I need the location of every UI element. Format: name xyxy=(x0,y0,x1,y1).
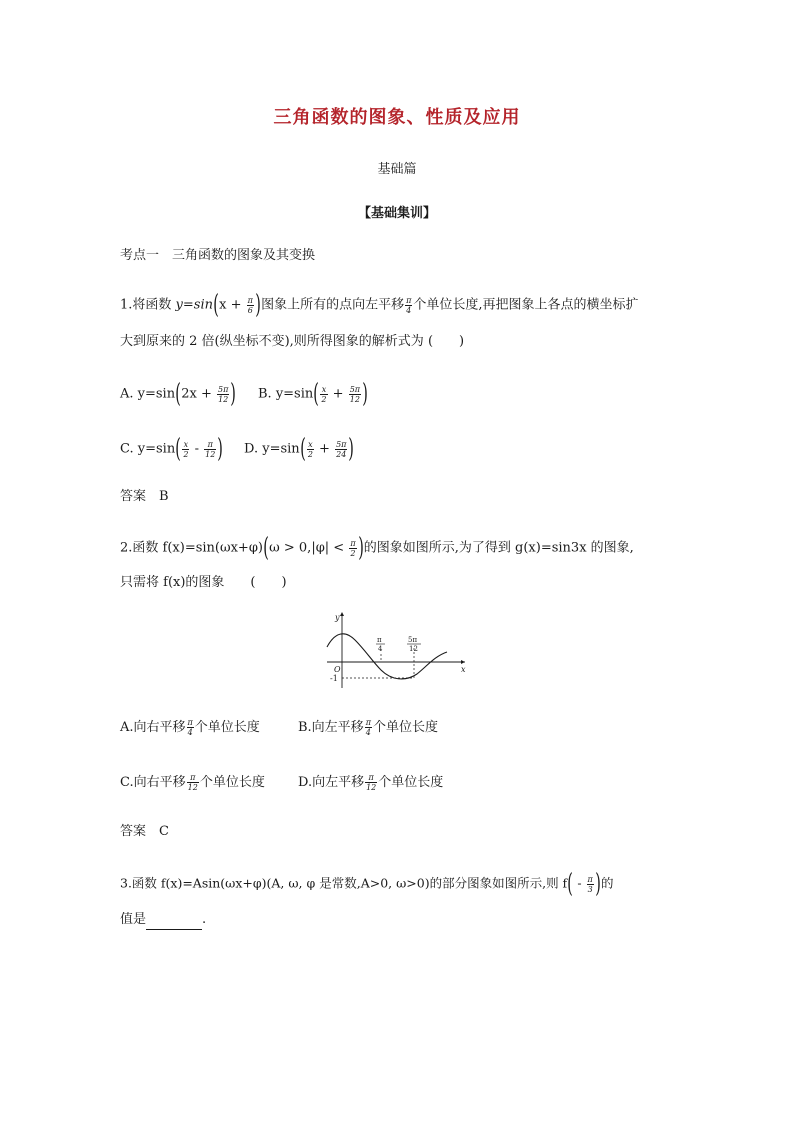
q2-answer: 答案 C xyxy=(120,824,169,839)
answer-blank[interactable] xyxy=(146,915,202,930)
subtitle: 基础篇 xyxy=(377,162,417,177)
q1-option-b: B. y=sin( $\frac{x}{2}$ + $\frac{5\pi}{12}$ ) xyxy=(258,379,368,409)
y-axis-arrow xyxy=(340,612,344,616)
paren-close: ) xyxy=(255,290,261,320)
q1-answer: 答案 B xyxy=(120,489,169,504)
q1-line1 xyxy=(120,292,639,318)
q2-option-c: C.向右平移 $\frac{\pi}{12}$ 个单位长度 xyxy=(120,773,265,792)
q2-option-a: A.向右平移 $\frac{\pi}{4}$ 个单位长度 xyxy=(120,718,260,737)
pi4-numerator: π xyxy=(377,636,382,644)
sine-graph xyxy=(325,610,470,690)
fraction: $\frac{\pi}{4}$ xyxy=(406,295,412,315)
x-label: x xyxy=(461,665,466,674)
q2-option-b: B.向左平移 $\frac{\pi}{4}$ 个单位长度 xyxy=(298,718,438,737)
q1-xplus: x + xyxy=(219,297,246,313)
q3-line2: 值是 . xyxy=(120,910,206,930)
q1-option-a: A. y=sin(2x + $\frac{5\pi}{12}$ ) xyxy=(120,379,237,409)
pi4-denominator: 4 xyxy=(378,645,383,653)
q2-option-d: D.向左平移 $\frac{\pi}{12}$ 个单位长度 xyxy=(298,773,444,792)
q2-line1: 2.函数 f(x)=sin(ωx+φ)(ω > 0,|φ| < $\frac{\pi}{2}$ )的图象如图所示,为了得到 g(x)=sin3x 的图象, xyxy=(120,533,634,563)
neg1-label: -1 xyxy=(330,674,338,683)
paren-open: ( xyxy=(213,290,219,320)
pi512-denominator: 12 xyxy=(409,645,418,653)
x-axis-arrow xyxy=(461,660,465,664)
section-heading: 【基础集训】 xyxy=(357,206,436,221)
q1-number: 1.将函数 xyxy=(120,297,176,313)
q1-option-d: D. y=sin( $\frac{x}{2}$ + $\frac{5\pi}{24}$ ) xyxy=(244,434,355,464)
q1-mid: 图象上所有的点向左平移 xyxy=(261,297,405,313)
sine-curve xyxy=(327,634,447,679)
q1-option-c: C. y=sin( $\frac{x}{2}$ - $\frac{\pi}{12}$ ) xyxy=(120,434,224,464)
origin-label: O xyxy=(334,665,341,674)
q1-line2: 大到原来的 2 倍(纵坐标不变),则所得图象的解析式为 ( ) xyxy=(120,334,465,349)
q1-post: 个单位长度,再把图象上各点的横坐标扩 xyxy=(413,297,639,313)
y-label: y xyxy=(335,613,340,622)
pi512-numerator: 5π xyxy=(408,636,418,644)
topic-heading: 考点一 三角函数的图象及其变换 xyxy=(120,248,316,263)
fraction: $\frac{\pi}{6}$ xyxy=(247,295,253,315)
q1-fn: y=sin xyxy=(175,297,213,313)
q3-line1: 3.函数 f(x)=Asin(ωx+φ)(A, ω, φ 是常数,A>0, ω>0)的部分图象如图所示,则 f( - $\frac{\pi}{3}$ )的 xyxy=(120,869,614,899)
q2-line2: 只需将 f(x)的图象 ( ) xyxy=(120,575,287,590)
page-title: 三角函数的图象、性质及应用 xyxy=(273,107,521,128)
